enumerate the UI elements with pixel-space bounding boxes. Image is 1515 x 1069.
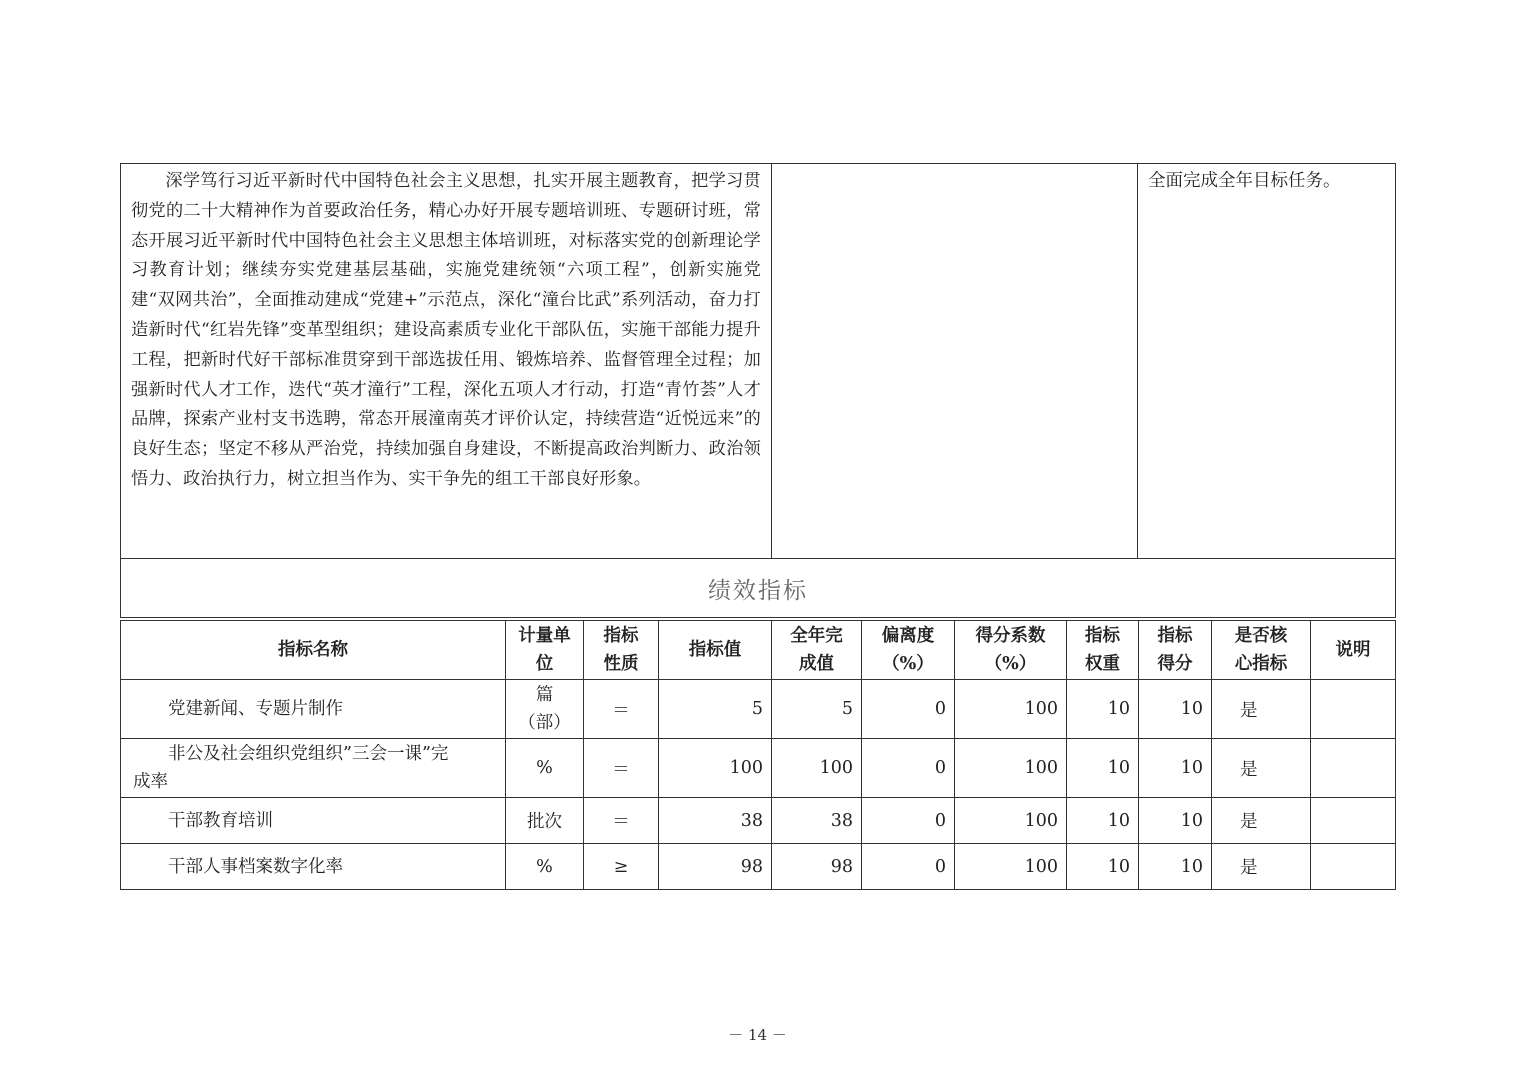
annual-target-cell [121, 164, 772, 559]
page-number: － 14 － [728, 1026, 787, 1044]
cell-actual: 38 [772, 798, 862, 844]
header-actual: 全年完 成值 [772, 621, 862, 680]
table-row [121, 798, 1396, 844]
cell-deviation: 0 [862, 844, 955, 890]
cell-deviation: 0 [862, 739, 955, 798]
cell-core: 是 [1212, 680, 1311, 739]
cell-name: 非公及社会组织党组织”三会一课”完 成率 [121, 739, 506, 798]
cell-name: 党建新闻、专题片制作 [121, 680, 506, 739]
cell-core: 是 [1212, 739, 1311, 798]
cell-deviation: 0 [862, 798, 955, 844]
cell-unit: 篇 （部） [506, 680, 584, 739]
header-weight: 指标 权重 [1067, 621, 1139, 680]
cell-coefficient: 100 [955, 739, 1067, 798]
middle-empty-cell [772, 164, 1138, 559]
cell-unit: % [506, 739, 584, 798]
kpi-table [120, 620, 1396, 890]
header-nature: 指标 性质 [584, 621, 659, 680]
annual-target-text: 深学笃行习近平新时代中国特色社会主义思想，扎实开展主题教育，把学习贯彻党的二十大精神作为首要政治任务，精心办好开展专题培训班、专题研讨班，常态开展习近平新时代中国特色社会主义思想主体培训班，对标落实党的创新理论学习教育计划；继续夯实党建基层基础，实施党建统领“六项工程”，创新实施党建“双网共治”，全面推动建成“党建+”示范点，深化“潼台比武”系列活动，奋力打造新时代“红岩先锋”变革型组织；建设高素质专业化干部队伍，实施干部能力提升工程，把新时代好干部标准贯穿到干部选拔任用、锻炼培养、监督管理全过程；加强新时代人才工作，迭代“英才潼行”工程，深化五项人才行动，打造“青竹荟”人才品牌，探索产业村支书选聘，常态开展潼南英才评价认定，持续营造“近悦远来”的良好生态；坚定不移从严治党，持续加强自身建设，不断提高政治判断力、政治领悟力、政治执行力，树立担当作为、实干争先的组工干部良好形象。 [131, 171, 761, 489]
kpi-header-row [121, 621, 1396, 680]
cell-actual: 5 [772, 680, 862, 739]
table-row [121, 680, 1396, 739]
header-score: 指标 得分 [1139, 621, 1212, 680]
cell-weight: 10 [1067, 798, 1139, 844]
table-row [121, 739, 1396, 798]
cell-core: 是 [1212, 798, 1311, 844]
cell-coefficient: 100 [955, 680, 1067, 739]
cell-value: 100 [659, 739, 772, 798]
section-title: 绩效指标 [121, 559, 1396, 618]
header-core: 是否核 心指标 [1212, 621, 1311, 680]
header-coefficient: 得分系数 （%） [955, 621, 1067, 680]
cell-note [1311, 844, 1396, 890]
cell-note [1311, 739, 1396, 798]
cell-name: 干部教育培训 [121, 798, 506, 844]
cell-note [1311, 680, 1396, 739]
cell-weight: 10 [1067, 844, 1139, 890]
cell-weight: 10 [1067, 739, 1139, 798]
header-deviation: 偏离度 （%） [862, 621, 955, 680]
header-unit: 计量单 位 [506, 621, 584, 680]
cell-weight: 10 [1067, 680, 1139, 739]
cell-name: 干部人事档案数字化率 [121, 844, 506, 890]
cell-actual: 100 [772, 739, 862, 798]
middle-text [772, 164, 1137, 167]
cell-score: 10 [1139, 798, 1212, 844]
cell-nature: ≥ [584, 844, 659, 890]
cell-value: 38 [659, 798, 772, 844]
cell-coefficient: 100 [955, 844, 1067, 890]
goal-text: 全面完成全年目标任务。 [1148, 171, 1341, 191]
cell-nature: ＝ [584, 680, 659, 739]
cell-actual: 98 [772, 844, 862, 890]
header-note: 说明 [1311, 621, 1396, 680]
cell-score: 10 [1139, 680, 1212, 739]
header-value: 指标值 [659, 621, 772, 680]
cell-score: 10 [1139, 844, 1212, 890]
table-row [121, 844, 1396, 890]
goal-frame [120, 163, 1396, 618]
cell-value: 5 [659, 680, 772, 739]
cell-value: 98 [659, 844, 772, 890]
cell-score: 10 [1139, 739, 1212, 798]
cell-core: 是 [1212, 844, 1311, 890]
goal-cell [1138, 164, 1396, 559]
cell-unit: 批次 [506, 798, 584, 844]
cell-nature: ＝ [584, 739, 659, 798]
cell-deviation: 0 [862, 680, 955, 739]
header-name: 指标名称 [121, 621, 506, 680]
cell-note [1311, 798, 1396, 844]
cell-unit: % [506, 844, 584, 890]
cell-nature: ＝ [584, 798, 659, 844]
cell-coefficient: 100 [955, 798, 1067, 844]
